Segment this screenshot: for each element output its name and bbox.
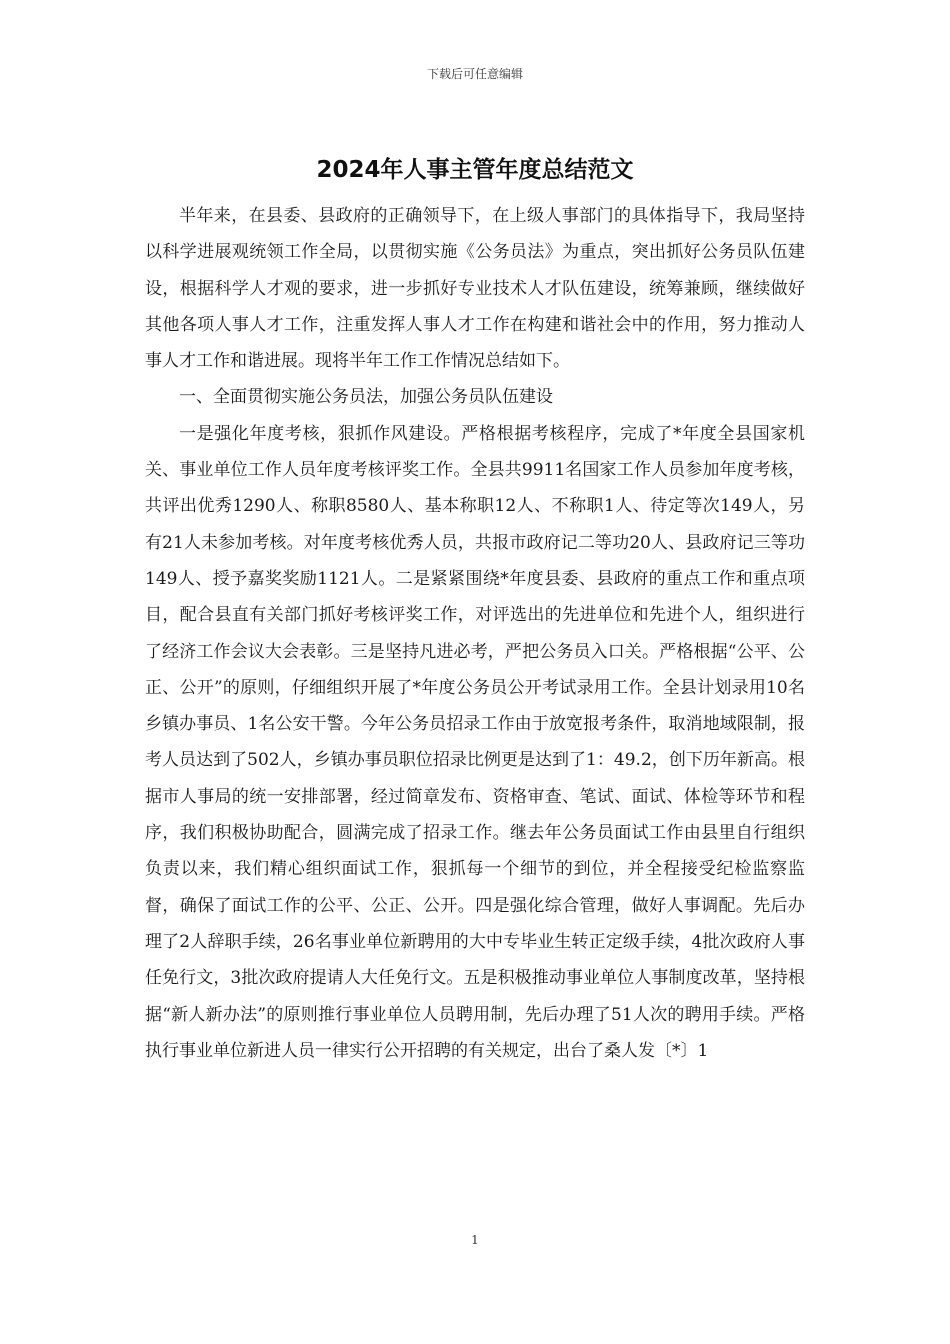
header-note: 下载后可任意编辑 <box>426 67 523 81</box>
document-title: 2024年人事主管年度总结范文 <box>316 157 634 183</box>
document-body <box>145 198 805 1069</box>
section-heading: 一、全面贯彻实施公务员法，加强公务员队伍建设 <box>179 387 553 408</box>
page-number: 1 <box>471 1233 479 1247</box>
body-paragraph: 一是强化年度考核，狠抓作风建设。严格根据考核程序，完成了*年度全县国家机关、事业单位工作人员年度考核评奖工作。全县共9911名国家工作人员参加年度考核，共评出优秀1290人、称职8580人、基本称职12人、不称职1人、待定等次149人，另有21人未参加考核。对年度考核优秀人员，共报市政府记二等功20人、县政府记三等功149人、授予嘉奖奖励1121人。二是紧紧围绕*年度县委、县政府的重点工作和重点项目，配合县直有关部门抓好考核评奖工作，对评选出的先进单位和先进个人，组织进行了经济工作会议大会表彰。三是坚持凡进必考，严把公务员入口关。严格根据“公平、公正、公开”的原则，仔细组织开展了*年度公务员公开考试录用工作。全县计划录用10名乡镇办事员、1名公安干警。今年公务员招录工作由于放宽报考条件，取消地域限制，报考人员达到了502人，乡镇办事员职位招录比例更是达到了1：49.2，创下历年新高。根据市人事局的统一安排部署，经过简章发布、资格审查、笔试、面试、体检等环节和程序，我们积极协助配合，圆满完成了招录工作。继去年公务员面试工作由县里自行组织负责以来，我们精心组织面试工作，狠抓每一个细节的到位，并全程接受纪检监察监督，确保了面试工作的公平、公正、公开。四是强化综合管理，做好人事调配。先后办理了2人辞职手续，26名事业单位新聘用的大中专毕业生转正定级手续，4批次政府人事任免行文，3批次政府提请人大任免行文。五是积极推动事业单位人事制度改革，坚持根据“新人新办法”的原则推行事业单位人员聘用制，先后办理了51人次的聘用手续。严格执行事业单位新进人员一律实行公开招聘的有关规定，出台了桑人发〔*〕1 <box>145 423 805 1061</box>
body-paragraph: 半年来，在县委、县政府的正确领导下，在上级人事部门的具体指导下，我局坚持以科学进展观统领工作全局，以贯彻实施《公务员法》为重点，突出抓好公务员队伍建设，根据科学人才观的要求，进一步抓好专业技术人才队伍建设，统筹兼顾，继续做好其他各项人事人才工作，注重发挥人事人才工作在构建和谐社会中的作用，努力推动人事人才工作和谐进展。现将半年工作工作情况总结如下。 <box>145 206 805 372</box>
